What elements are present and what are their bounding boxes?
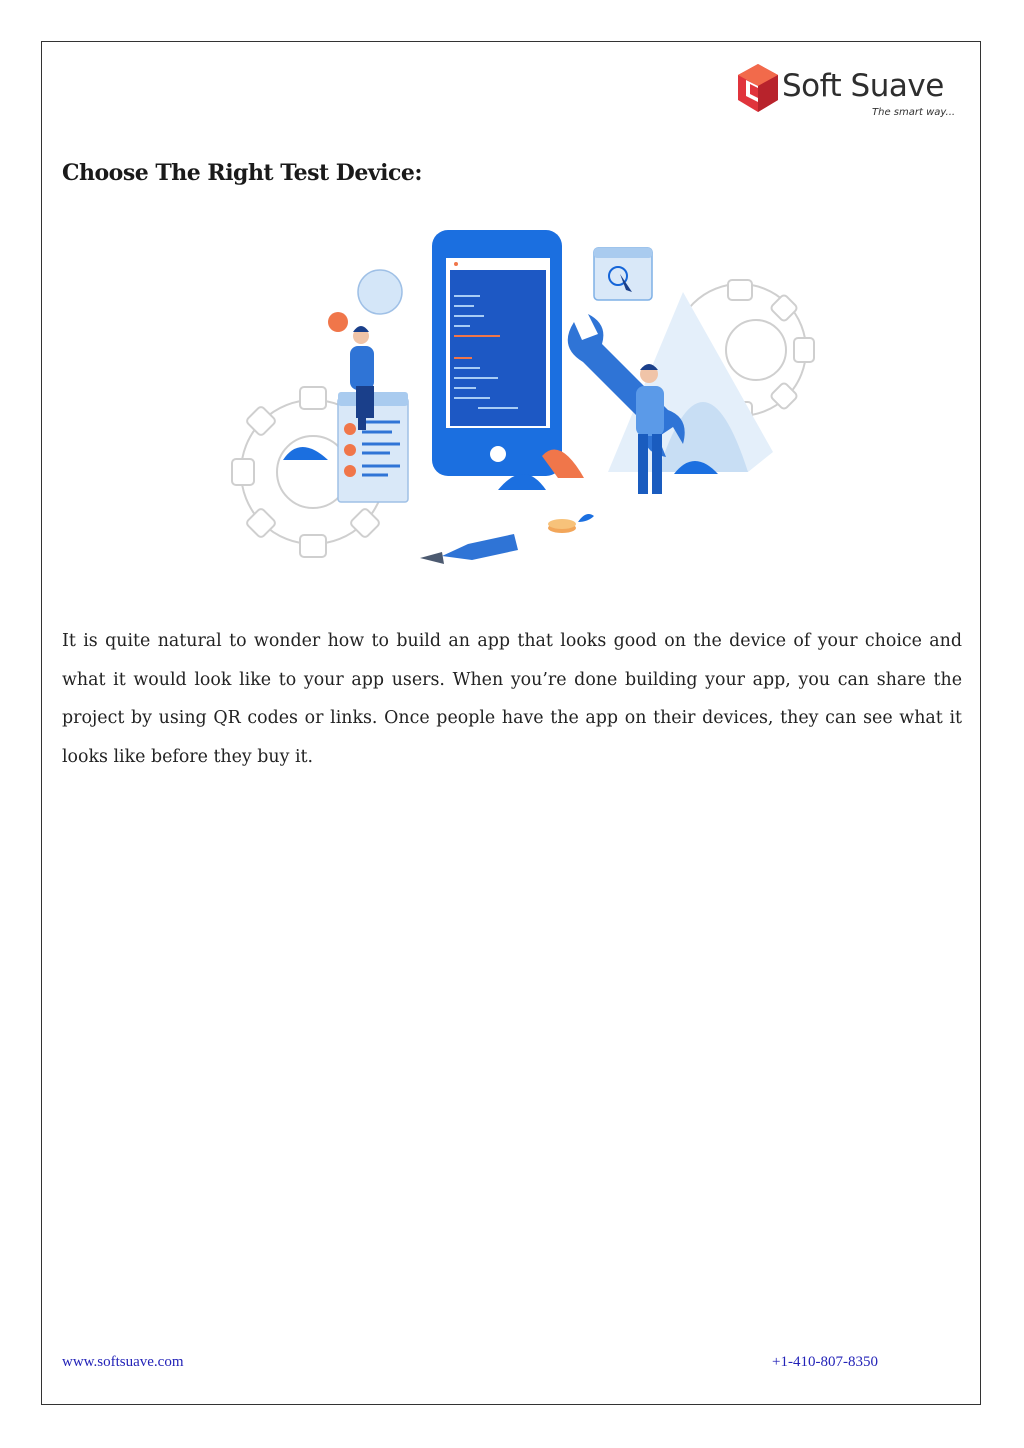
brand-logo bbox=[736, 60, 956, 122]
cube-logo-icon bbox=[736, 62, 780, 114]
pencil-icon bbox=[420, 534, 518, 564]
footer-phone-number[interactable]: +1-410-807-8350 bbox=[772, 1354, 878, 1370]
browser-window-icon bbox=[594, 248, 652, 300]
speech-bubble-icon bbox=[358, 270, 402, 314]
brand-tagline: The smart way... bbox=[872, 107, 956, 118]
page-heading: Choose The Right Test Device: bbox=[62, 160, 423, 186]
body-paragraph: It is quite natural to wonder how to build an app that looks good on the device of your choice and what it would look like to your app users. When you’re done building your app, you can share the project by using QR codes or links. Once people have the app on their devices, they can see what it looks like before they buy it. bbox=[62, 631, 962, 767]
coins-icon bbox=[548, 514, 594, 533]
brand-name: Soft Suave bbox=[782, 68, 944, 104]
phone-illustration bbox=[432, 230, 562, 476]
footer-website-link[interactable]: www.softsuave.com bbox=[62, 1354, 184, 1370]
app-testing-illustration bbox=[228, 222, 818, 572]
